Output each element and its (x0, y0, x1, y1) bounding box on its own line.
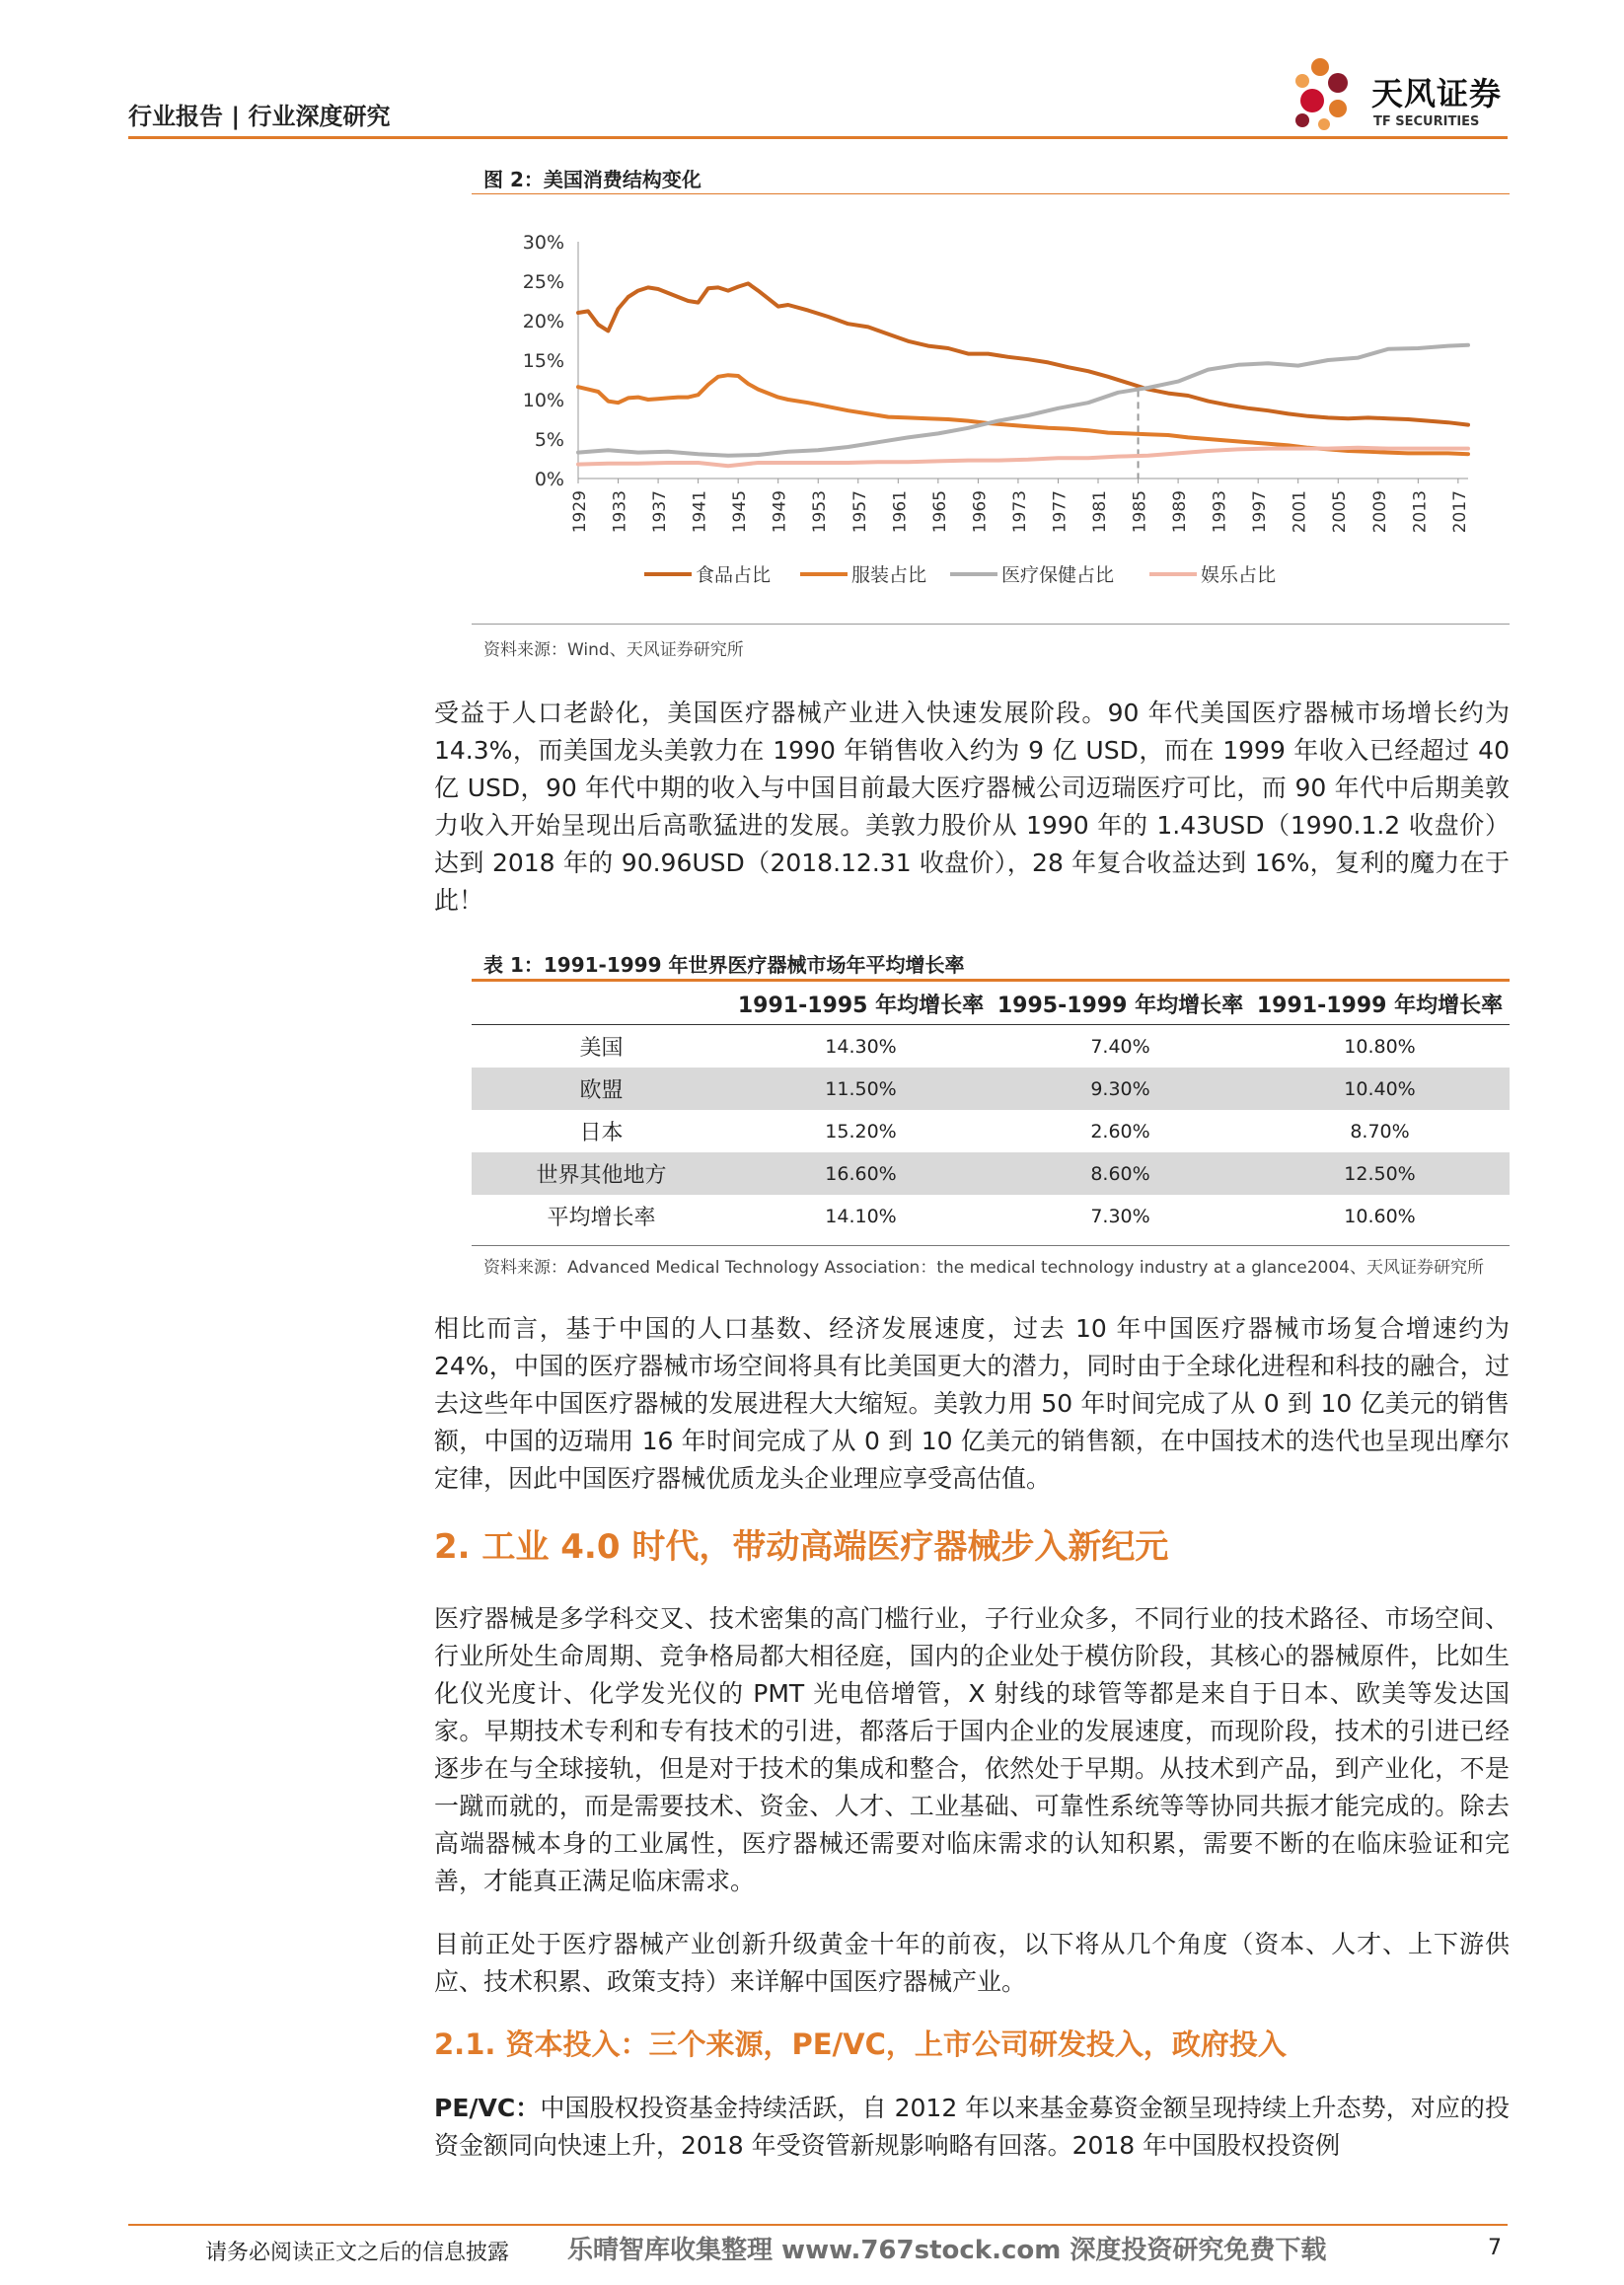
table-row (472, 1152, 1510, 1195)
pe-vc-text: 中国股权投资基金持续活跃，自 2012 年以来基金募资金额呈现持续上升态势，对应的投资金额同向快速上升，2018 年受资管新规影响略有回落。2018 年中国股权投资例 (434, 2094, 1510, 2160)
table-caption: 表 1：1991-1999 年世界医疗器械市场年平均增长率 (483, 953, 965, 977)
x-tick-label: 2005 (1330, 490, 1351, 534)
chart-legend (644, 564, 1276, 586)
subsection-heading: 2.1. 资本投入：三个来源，PE/VC，上市公司研发投入，政府投入 (434, 2027, 1287, 2061)
table-cell: 10.40% (1250, 1068, 1510, 1110)
chart-series (578, 283, 1468, 466)
logo-text-en: TF SECURITIES (1373, 114, 1480, 129)
consumption-structure-chart (472, 207, 1510, 622)
table-header-row (472, 983, 1510, 1025)
logo-text-cn: 天风证券 (1371, 75, 1503, 112)
figure-source: 资料来源：Wind、天风证券研究所 (483, 640, 744, 660)
x-tick-label: 2013 (1410, 490, 1431, 534)
x-tick-label: 1977 (1050, 490, 1070, 534)
table-cell: 10.60% (1344, 1205, 1416, 1227)
header-divider (128, 136, 1508, 139)
table-cell: 14.10% (825, 1205, 897, 1227)
x-tick-label: 1945 (730, 490, 751, 534)
x-tick-label: 2001 (1290, 490, 1310, 534)
table-cell: 11.50% (731, 1068, 991, 1110)
x-tick-label: 1937 (650, 490, 671, 534)
x-tick-label: 1965 (929, 490, 950, 534)
table-row (472, 1110, 1510, 1152)
x-tick-label: 1993 (1210, 490, 1230, 534)
table-cell: 2.60% (1090, 1120, 1150, 1142)
series-line (578, 283, 1468, 424)
table-row (472, 1068, 1510, 1110)
x-tick-label: 1973 (1009, 490, 1030, 534)
series-line (578, 345, 1468, 456)
paragraph-pe-vc (434, 2090, 1510, 2165)
legend-label: 娱乐占比 (1201, 564, 1277, 586)
x-tick-label: 1997 (1250, 490, 1271, 534)
legend-label: 服装占比 (851, 564, 927, 586)
footer-disclaimer: 请务必阅读正文之后的信息披露 (205, 2241, 510, 2265)
growth-rate-table (472, 983, 1510, 1237)
table-row-label: 欧盟 (472, 1068, 731, 1110)
table-cell: 8.60% (991, 1152, 1250, 1195)
x-tick-label: 2017 (1449, 490, 1470, 534)
table-row (472, 1025, 1510, 1069)
figure-bottom-rule (472, 624, 1510, 625)
figure-top-rule (472, 193, 1510, 194)
figure-caption: 图 2：美国消费结构变化 (483, 168, 701, 191)
table-row-label: 世界其他地方 (472, 1152, 731, 1195)
table-row-label: 美国 (579, 1036, 624, 1061)
y-tick-label: 0% (534, 469, 564, 490)
paragraph-china-comparison: 相比而言，基于中国的人口基数、经济发展速度，过去 10 年中国医疗器械市场复合增速约为 24%，中国的医疗器械市场空间将具有比美国更大的潜力，同时由于全球化进程和科技的融合，过去这些年中国医疗器械的发展进程大大缩短。美敦力用 50 年时间完成了从 0 到 10 亿美元的销售额，中国的迈瑞用 16 年时间完成了从 0 到 10 亿美元的销售额，在中国技术的迭代也呈现出摩尔定律，因此中国医疗器械优质龙头企业理应享受高估值。 (434, 1314, 1510, 1493)
paragraph-intro-angles: 目前正处于医疗器械产业创新升级黄金十年的前夜，以下将从几个角度（资本、人才、上下游供应、技术积累、政策支持）来详解中国医疗器械产业。 (434, 1930, 1510, 1996)
table-row (472, 1195, 1510, 1237)
y-tick-label: 30% (522, 232, 564, 254)
x-tick-label: 1933 (610, 490, 630, 534)
paragraph-medtronic: 受益于人口老龄化，美国医疗器械产业进入快速发展阶段。90 年代美国医疗器械市场增长约为 14.3%，而美国龙头美敦力在 1990 年销售收入约为 9 亿 USD，而在 1999 年收入已经超过 40 亿 USD，90 年代中期的收入与中国目前最大医疗器械公司迈瑞医疗可比，而 90 年代中后期美敦力收入开始呈现出后高歌猛进的发展。美敦力股价从 1990 年的 1.43USD（1990.1.2 收盘价）达到 2018 年的 90.96USD（2018.12.31 收盘价），28 年复合收益达到 16%，复利的魔力在于此！ (434, 699, 1510, 915)
y-tick-label: 10% (522, 390, 564, 411)
x-tick-label: 1981 (1090, 490, 1111, 534)
legend-label: 医疗保健占比 (1001, 564, 1115, 586)
table-cell: 7.30% (1090, 1205, 1150, 1227)
table-bottom-rule (472, 1245, 1510, 1246)
x-tick-label: 2009 (1369, 490, 1390, 534)
table-cell: 10.80% (1344, 1035, 1416, 1058)
table-header-cell: 1995-1999 年均增长率 (991, 983, 1250, 1025)
y-tick-label: 15% (522, 350, 564, 372)
table-cell: 14.30% (825, 1035, 897, 1058)
page-number: 7 (1488, 2236, 1502, 2260)
x-tick-label: 1989 (1170, 490, 1191, 534)
footer-watermark: 乐晴智库收集整理 www.767stock.com 深度投资研究免费下载 (567, 2236, 1327, 2265)
table-cell: 7.40% (1090, 1035, 1150, 1058)
table-cell: 9.30% (991, 1068, 1250, 1110)
table-cell: 12.50% (1250, 1152, 1510, 1195)
paragraph-industry-overview: 医疗器械是多学科交叉、技术密集的高门槛行业，子行业众多，不同行业的技术路径、市场空间、行业所处生命周期、竞争格局都大相径庭，国内的企业处于模仿阶段，其核心的器械原件，比如生化仪光度计、化学发光仪的 PMT 光电倍增管，X 射线的球管等都是来自于日本、欧美等发达国家。早期技术专利和专有技术的引进，都落后于国内企业的发展速度，而现阶段，技术的引进已经逐步在与全球接轨，但是对于技术的集成和整合，依然处于早期。从技术到产品，到产业化，不是一蹴而就的，而是需要技术、资金、人才、工业基础、可靠性系统等等协同共振才能完成的。除去高端器械本身的工业属性，医疗器械还需要对临床需求的认知积累，需要不断的在临床验证和完善，才能真正满足临床需求。 (434, 1604, 1510, 1895)
footer-divider (128, 2224, 1508, 2226)
table-header-cell (472, 983, 731, 1025)
x-tick-label: 1957 (849, 490, 870, 534)
table-source: 资料来源：Advanced Medical Technology Association：the medical technology industry at a glance2004、天风证券研究所 (483, 1258, 1484, 1278)
table-cell: 15.20% (825, 1120, 897, 1142)
x-tick-label: 1985 (1130, 490, 1150, 534)
table-row-label: 平均增长率 (547, 1206, 656, 1230)
table-top-rule (472, 979, 1510, 982)
table-cell: 16.60% (731, 1152, 991, 1195)
table-header-cell: 1991-1999 年均增长率 (1250, 983, 1510, 1025)
x-tick-label: 1941 (690, 490, 710, 534)
y-tick-label: 20% (522, 311, 564, 332)
legend-label: 食品占比 (696, 564, 772, 586)
chart-axes (523, 232, 1470, 533)
report-header-title: 行业报告 | 行业深度研究 (128, 103, 391, 130)
x-tick-label: 1929 (570, 490, 590, 534)
x-tick-label: 1961 (890, 490, 911, 534)
x-tick-label: 1969 (970, 490, 991, 534)
pe-vc-label: PE/VC： (434, 2094, 541, 2122)
table-row-label: 日本 (579, 1121, 624, 1145)
table-header-cell: 1991-1995 年均增长率 (731, 983, 991, 1025)
y-tick-label: 5% (534, 429, 564, 451)
y-tick-label: 25% (522, 271, 564, 293)
x-tick-label: 1949 (770, 490, 790, 534)
table-cell: 8.70% (1350, 1120, 1410, 1142)
x-tick-label: 1953 (810, 490, 831, 534)
section-heading: 2. 工业 4.0 时代，带动高端医疗器械步入新纪元 (434, 1527, 1169, 1567)
